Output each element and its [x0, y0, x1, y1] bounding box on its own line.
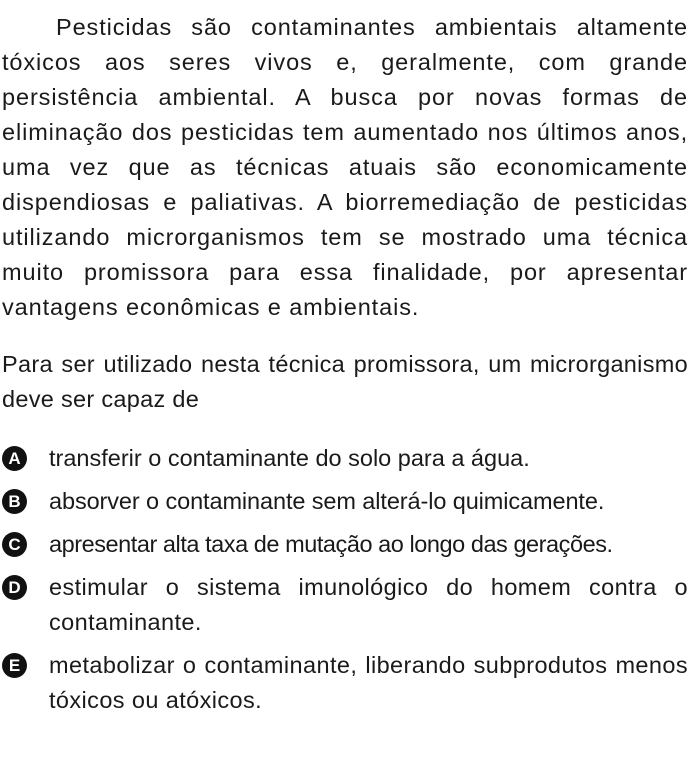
- option-e-text: metabolizar o contaminante, liberando subprodutos menos tóxicos ou atóxicos.: [49, 652, 688, 713]
- option-c[interactable]: [2, 527, 688, 562]
- options-list: [2, 441, 688, 718]
- option-b-text: absorver o contaminante sem alterá-lo quimicamente.: [49, 488, 605, 514]
- option-d-badge: D: [2, 575, 27, 600]
- option-b-badge: B: [2, 489, 27, 514]
- option-a-badge: A: [2, 446, 27, 471]
- option-e[interactable]: [2, 648, 688, 718]
- context-paragraph: Pesticidas são contaminantes ambientais altamente tóxicos aos seres vivos e, geralmente, com grande persistência ambiental. A busca por novas formas de eliminação dos pesticidas tem aumentado nos últimos anos, uma vez que as técnicas atuais são economicamente dispendiosas e paliativas. A biorremediação de pesticidas utilizando microrganismos tem se mostrado uma técnica muito promissora para essa finalidade, por apresentar vantagens econômicas e ambientais.: [2, 14, 688, 320]
- option-c-badge: C: [2, 532, 27, 557]
- option-d-text: estimular o sistema imunológico do homem contra o contaminante.: [49, 574, 688, 635]
- option-d[interactable]: [2, 570, 688, 640]
- option-c-text: apresentar alta taxa de mutação ao longo das gerações.: [49, 531, 613, 557]
- option-e-badge: E: [2, 653, 27, 678]
- option-b[interactable]: [2, 484, 688, 519]
- question-stem: Para ser utilizado nesta técnica promissora, um microrganismo deve ser capaz de: [2, 351, 688, 412]
- option-a[interactable]: [2, 441, 688, 476]
- option-a-text: transferir o contaminante do solo para a água.: [49, 445, 530, 471]
